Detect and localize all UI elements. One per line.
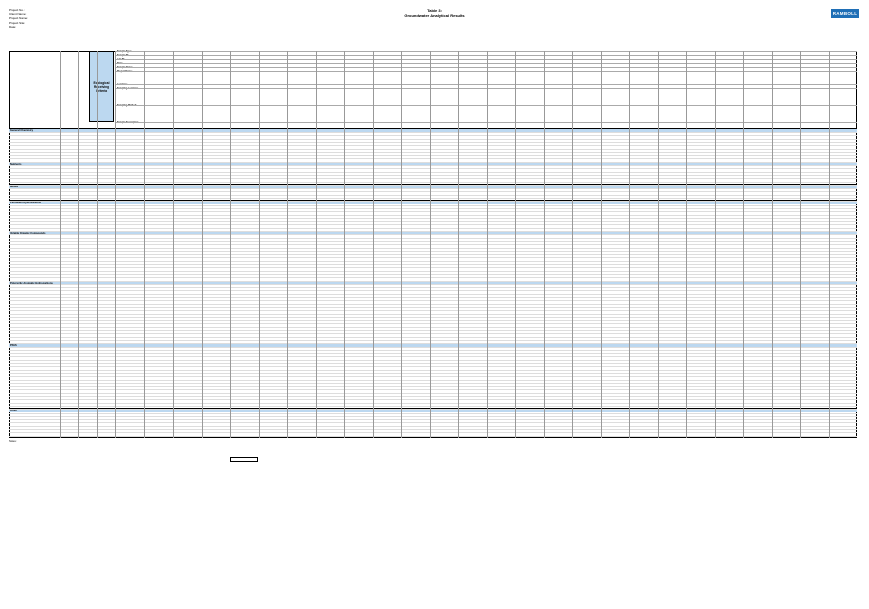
- row-divider: [9, 244, 857, 245]
- table-notes: [9, 440, 17, 443]
- row-divider: [9, 231, 857, 232]
- row-divider: [9, 274, 857, 275]
- row-divider: [9, 205, 857, 206]
- column-divider: [60, 51, 61, 438]
- row-divider: [9, 211, 857, 212]
- info-row-label: Date:: [117, 63, 123, 65]
- column-divider: [743, 51, 744, 438]
- info-row-label: Lab ID:: [117, 59, 125, 61]
- row-divider: [9, 178, 857, 179]
- column-divider: [373, 51, 374, 438]
- title-line-2: Groundwater Analytical Results: [404, 13, 465, 18]
- row-divider: [9, 165, 857, 166]
- row-divider: [9, 343, 857, 344]
- row-divider: [9, 419, 857, 420]
- column-divider: [316, 51, 317, 438]
- legend-box: [230, 457, 258, 462]
- row-divider: [9, 142, 857, 143]
- info-row-label: Sample Name:: [117, 67, 133, 69]
- header-line: Project Site:: [9, 20, 26, 25]
- row-divider: [115, 122, 857, 123]
- section-label: Polycyclic Aromatic Hydrocarbons: [10, 282, 53, 285]
- row-divider: [9, 261, 857, 262]
- info-row-label: Location:: [117, 84, 128, 86]
- row-divider: [9, 152, 857, 153]
- row-divider: [9, 317, 857, 318]
- row-divider: [9, 158, 857, 159]
- row-divider: [9, 234, 857, 235]
- column-divider: [515, 51, 516, 438]
- section-label: PFAS: [10, 344, 17, 347]
- section-label: General Chemistry: [10, 129, 34, 132]
- row-divider: [9, 294, 857, 295]
- info-row-label: Sample Description: [117, 122, 139, 124]
- row-divider: [9, 360, 857, 361]
- column-divider: [401, 51, 402, 438]
- info-row-label: Sample Type:: [117, 51, 132, 53]
- column-divider: [230, 51, 231, 438]
- info-row-label: Sampling Method:: [117, 105, 137, 107]
- row-divider: [115, 88, 857, 89]
- row-divider: [9, 310, 857, 311]
- row-divider: [115, 105, 857, 106]
- column-divider: [715, 51, 716, 438]
- row-divider: [9, 393, 857, 394]
- row-divider: [9, 254, 857, 255]
- row-divider: [9, 413, 857, 414]
- column-divider: [173, 51, 174, 438]
- row-divider: [9, 350, 857, 351]
- row-divider: [9, 287, 857, 288]
- column-divider: [829, 51, 830, 438]
- row-divider: [9, 383, 857, 384]
- column-divider: [487, 51, 488, 438]
- row-divider: [9, 432, 857, 433]
- column-divider: [572, 51, 573, 438]
- row-divider: [9, 277, 857, 278]
- row-divider: [9, 389, 857, 390]
- section-label: Volatile Organic Compounds: [10, 232, 46, 235]
- row-divider: [9, 304, 857, 305]
- row-divider: [9, 188, 857, 189]
- row-divider: [9, 185, 857, 186]
- column-divider: [78, 51, 79, 438]
- row-divider: [9, 297, 857, 298]
- row-divider: [9, 380, 857, 381]
- column-divider: [686, 51, 687, 438]
- row-divider: [9, 155, 857, 156]
- column-divider: [800, 51, 801, 438]
- row-divider: [9, 356, 857, 357]
- row-divider: [9, 149, 857, 150]
- row-divider: [9, 182, 857, 183]
- column-divider: [430, 51, 431, 438]
- header-line: Project Name:: [9, 16, 29, 21]
- column-divider: [458, 51, 459, 438]
- row-divider: [9, 300, 857, 301]
- row-divider: [9, 320, 857, 321]
- row-divider: [9, 396, 857, 397]
- row-divider: [9, 436, 857, 437]
- row-divider: [9, 168, 857, 169]
- column-divider: [601, 51, 602, 438]
- row-divider: [9, 284, 857, 285]
- row-divider: [9, 257, 857, 258]
- row-divider: [9, 340, 857, 341]
- row-divider: [9, 386, 857, 387]
- row-divider: [9, 264, 857, 265]
- title-line-1: Table 3:: [427, 8, 442, 13]
- section-label: Petroleum Hydrocarbons: [10, 201, 41, 204]
- row-divider: [9, 248, 857, 249]
- row-divider: [9, 267, 857, 268]
- row-divider: [115, 59, 857, 60]
- row-divider: [9, 370, 857, 371]
- row-divider: [9, 353, 857, 354]
- row-divider: [9, 403, 857, 404]
- row-divider: [9, 290, 857, 291]
- row-divider: [9, 347, 857, 348]
- criteria-header: [89, 51, 114, 122]
- section-label: Nutrients: [10, 163, 22, 166]
- row-divider: [9, 281, 857, 282]
- row-divider: [9, 373, 857, 374]
- row-divider: [9, 327, 857, 328]
- row-divider: [9, 172, 857, 173]
- row-divider: [9, 228, 857, 229]
- column-divider: [144, 51, 145, 438]
- row-divider: [9, 208, 857, 209]
- info-row-label: Project Name:: [117, 71, 133, 73]
- row-divider: [9, 162, 857, 163]
- column-divider: [115, 51, 116, 438]
- row-divider: [9, 218, 857, 219]
- column-divider: [259, 51, 260, 438]
- row-divider: [9, 323, 857, 324]
- info-row-label: Sample ID:: [117, 55, 129, 57]
- column-divider: [287, 51, 288, 438]
- column-divider: [202, 51, 203, 438]
- column-divider: [97, 51, 98, 438]
- header-line: Client Name:: [9, 12, 27, 17]
- row-divider: [9, 201, 857, 202]
- row-divider: [9, 271, 857, 272]
- row-divider: [115, 84, 857, 85]
- column-divider: [544, 51, 545, 438]
- row-divider: [9, 416, 857, 417]
- row-divider: [9, 406, 857, 407]
- row-divider: [9, 195, 857, 196]
- row-divider: [9, 337, 857, 338]
- row-divider: [9, 399, 857, 400]
- row-divider: [9, 363, 857, 364]
- header-line: Project No.:: [9, 8, 25, 12]
- column-divider: [658, 51, 659, 438]
- row-divider: [115, 63, 857, 64]
- row-divider: [9, 139, 857, 140]
- row-divider: [9, 198, 857, 199]
- criteria-label: Ecological Receiving Criteria: [93, 80, 110, 93]
- info-row-label: Sampling Location:: [117, 88, 139, 90]
- row-divider: [9, 132, 857, 133]
- note-line: Notes:: [9, 440, 17, 443]
- row-divider: [9, 376, 857, 377]
- row-divider: [9, 221, 857, 222]
- row-divider: [9, 135, 857, 136]
- row-divider: [9, 191, 857, 192]
- row-divider: [9, 422, 857, 423]
- ramboll-logo: RAMBOLL: [832, 11, 858, 16]
- row-divider: [9, 251, 857, 252]
- row-divider: [115, 55, 857, 56]
- row-divider: [9, 307, 857, 308]
- row-divider: [9, 314, 857, 315]
- row-divider: [9, 224, 857, 225]
- row-divider: [9, 366, 857, 367]
- row-divider: [9, 333, 857, 334]
- row-divider: [9, 409, 857, 410]
- section-label: Metals: [10, 185, 19, 188]
- column-divider: [772, 51, 773, 438]
- row-divider: [9, 426, 857, 427]
- row-divider: [9, 175, 857, 176]
- row-divider: [9, 429, 857, 430]
- row-divider: [9, 330, 857, 331]
- section-label: Other: [10, 409, 17, 412]
- row-divider: [115, 71, 857, 72]
- column-divider: [629, 51, 630, 438]
- header-line: Date:: [9, 24, 17, 29]
- row-divider: [115, 67, 857, 68]
- row-divider: [9, 238, 857, 239]
- row-divider: [9, 241, 857, 242]
- column-divider: [344, 51, 345, 438]
- row-divider: [115, 51, 857, 52]
- row-divider: [9, 145, 857, 146]
- row-divider: [9, 215, 857, 216]
